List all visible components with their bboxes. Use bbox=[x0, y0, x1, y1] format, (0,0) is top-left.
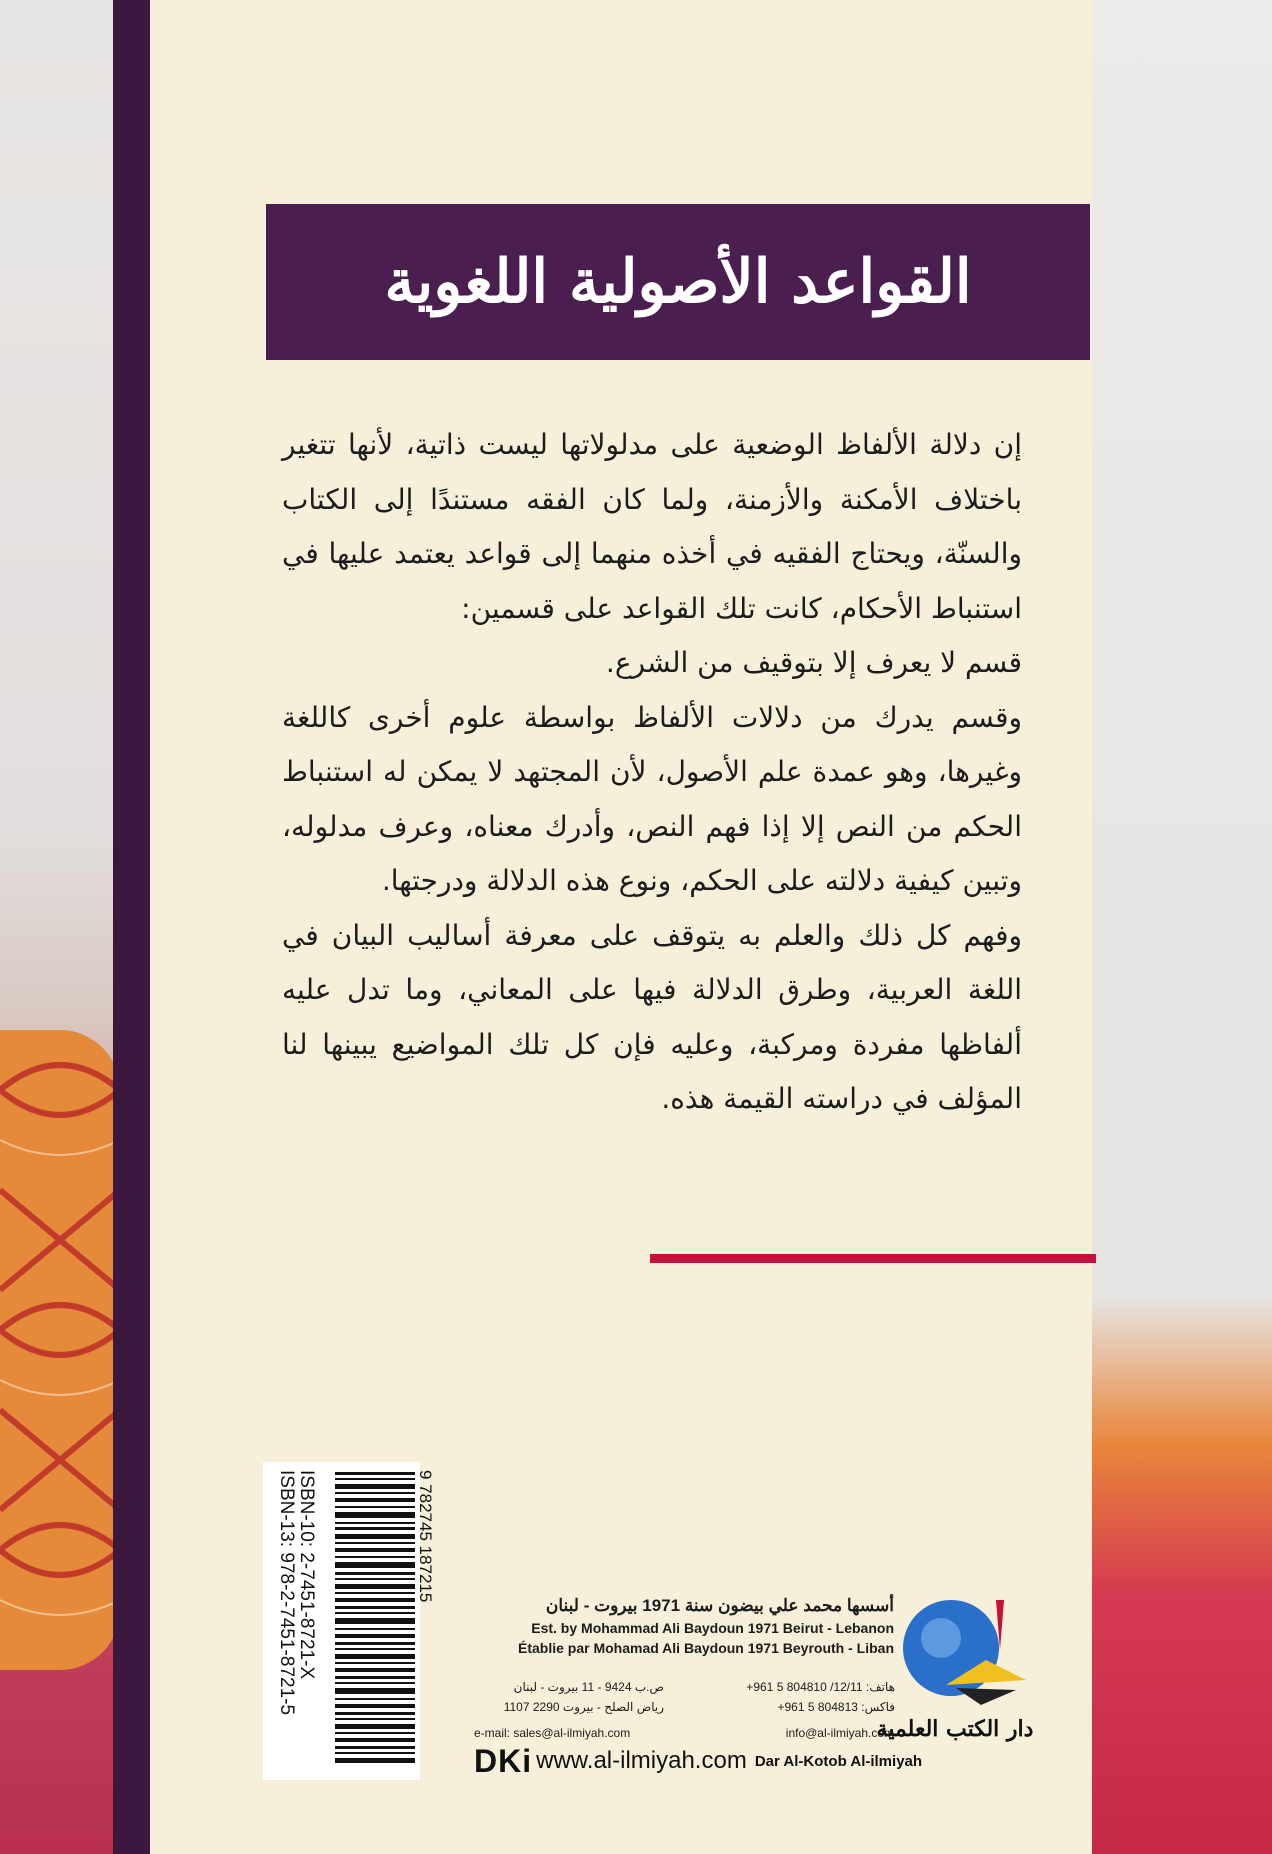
blurb-text bbox=[282, 418, 1022, 1127]
publisher-name-english: Dar Al-Kotob Al-ilmiyah bbox=[754, 1752, 923, 1770]
globe-logo-icon bbox=[886, 1590, 1036, 1710]
fax-number: فاكس: 804813 5 961+ bbox=[777, 1700, 895, 1714]
publisher-name-arabic: دار الكتب العلمية bbox=[876, 1716, 1034, 1742]
founder-arabic: أسسها محمد علي بيضون سنة 1971 بيروت - لبنان bbox=[545, 1596, 894, 1615]
blurb-paragraph: إن دلالة الألفاظ الوضعية على مدلولاتها ليست ذاتية، لأنها تتغير باختلاف الأمكنة والأزمنة، ولما كان الفقه مستندًا إلى الكتاب والسنّة، ويحتاج الفقيه في أخذه منهما إلى قواعد يعتمد عليها في استنباط الأحكام، كانت تلك القواعد على قسمين: bbox=[282, 428, 1022, 625]
founder-french: Établie par Mohamad Ali Baydoun 1971 Beyrouth - Liban bbox=[518, 1640, 894, 1656]
isbn13-label: ISBN-13: 978-2-7451-8721-5 bbox=[276, 1470, 297, 1716]
founder-english: Est. by Mohammad Ali Baydoun 1971 Beirut - Lebanon bbox=[531, 1620, 894, 1636]
ornament-pattern bbox=[0, 1030, 120, 1670]
title-banner bbox=[266, 204, 1090, 360]
book-title: القواعد الأصولية اللغوية bbox=[384, 247, 972, 317]
riad-address: رياض الصلح - بيروت 2290 1107 bbox=[503, 1700, 664, 1714]
website-url: www.al-ilmiyah.com bbox=[536, 1747, 747, 1774]
book-spine bbox=[113, 0, 153, 1854]
dki-logo: DKi bbox=[474, 1742, 533, 1779]
barcode-icon bbox=[315, 1472, 415, 1772]
sales-email: e-mail: sales@al-ilmiyah.com bbox=[474, 1726, 631, 1740]
barcode-number: 9 782745 187215 bbox=[416, 1470, 435, 1603]
email-row bbox=[474, 1726, 894, 1740]
isbn10-label: ISBN-10: 2-7451-8721-X bbox=[296, 1470, 317, 1680]
blurb-paragraph: وقسم يدرك من دلالات الألفاظ بواسطة علوم أخرى كاللغة وغيرها، وهو عمدة علم الأصول، لأن المجتهد لا يمكن له استنباط الحكم من النص إلا إذا فهم النص، وأدرك معناه، وعرف مدلوله، وتبين كيفية دلالته على الحكم، ونوع هذه الدلالة ودرجتها. bbox=[282, 700, 1022, 897]
blurb-paragraph: وفهم كل ذلك والعلم به يتوقف على معرفة أساليب البيان في اللغة العربية، وطرق الدلالة فيها على المعاني، وما تدل عليه ألفاظها مفردة ومركبة، وعليه فإن كل تلك المواضيع يبينها لنا المؤلف في دراسته القيمة هذه. bbox=[282, 918, 1022, 1115]
accent-divider bbox=[650, 1254, 1096, 1263]
barcode-card bbox=[263, 1462, 435, 1780]
right-background bbox=[1090, 0, 1272, 1854]
phone-number: هاتف: 12/11/ 804810 5 961+ bbox=[746, 1680, 895, 1694]
blurb-paragraph: قسم لا يعرف إلا بتوقيف من الشرع. bbox=[605, 646, 1022, 679]
info-email: info@al-ilmiyah.com bbox=[785, 1726, 894, 1740]
po-box: ص.ب 9424 - 11 بيروت - لبنان bbox=[513, 1680, 664, 1694]
website-row bbox=[474, 1744, 1034, 1778]
